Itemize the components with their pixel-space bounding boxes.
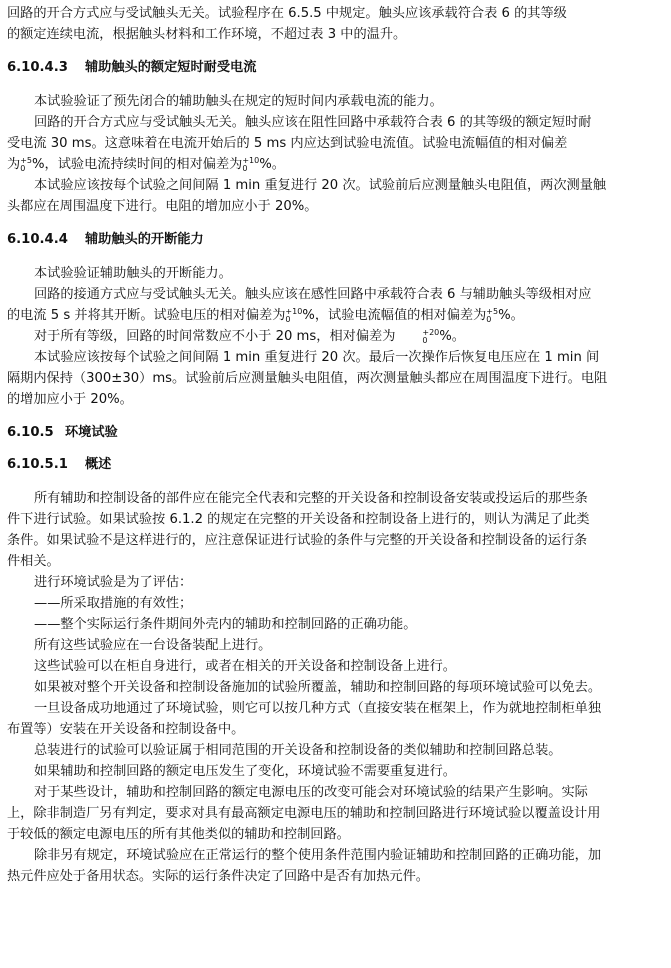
tolerance <box>285 308 302 324</box>
text-line: 头都应在周围温度下进行。电阻的增加应小于 20%。 <box>7 199 318 214</box>
text-line: 上，除非制造厂另有判定，要求对具有最高额定电源电压的辅助和控制回路进行环境试验以覆盖设计用 <box>7 806 601 821</box>
text-fragment: %，试验电流持续时间的相对偏差为 <box>31 157 243 172</box>
tolerance-lower: 0 <box>242 164 248 173</box>
text-line: 于较低的额定电源电压的所有其他类似的辅助和控制回路。 <box>7 827 350 842</box>
text-fragment: %。 <box>439 329 465 344</box>
paragraph: 本试验验证了预先闭合的辅助触头在规定的短时间内承载电流的能力。 <box>34 94 443 109</box>
text-line: 本试验应该按每个试验之间间隔 1 min 重复进行 20 次。最后一次操作后恢复电压应在 1 min 间 <box>34 350 600 365</box>
section-heading-6-10-4-4 <box>7 217 665 263</box>
text-fragment: %。 <box>259 157 285 172</box>
text-line: 一旦设备成功地通过了环境试验，则它可以按几种方式（直接安装在框架上，作为就地控制柜单独 <box>34 701 602 716</box>
text-line: 所有这些试验应在一台设备装配上进行。 <box>34 638 272 653</box>
text-line: 件下进行试验。如果试验按 6.1.2 的规定在完整的开关设备和控制设备上进行的，则认为满足了此类 <box>7 512 590 527</box>
text-line: 受电流 30 ms。这意味着在电流开始后的 5 ms 内应达到试验电流值。试验电流幅值的相对偏差 <box>7 136 568 151</box>
tolerance-upper: +5 <box>486 307 499 316</box>
section-number: 6.10.5 <box>7 425 54 440</box>
text-line: 对于某些设计，辅助和控制回路的额定电源电压的改变可能会对环境试验的结果产生影响。实际 <box>34 785 588 800</box>
tolerance-upper: +10 <box>285 307 303 316</box>
section-title: 概述 <box>85 457 112 472</box>
text-line <box>7 154 665 175</box>
text-line <box>7 305 665 326</box>
tolerance <box>20 157 32 173</box>
text-line: 布置等）安装在开关设备和控制设备中。 <box>7 722 245 737</box>
text-line: 热元件应处于备用状态。实际的运行条件决定了回路中是否有加热元件。 <box>7 869 429 884</box>
text-line: 本试验应该按每个试验之间间隔 1 min 重复进行 20 次。试验前后应测量触头电阻值，两次测量触 <box>34 178 607 193</box>
text-line: 条件。如果试验不是这样进行的，应注意保证进行试验的条件与完整的开关设备和控制设备的运行条 <box>7 533 588 548</box>
list-item: ——整个实际运行条件期间外壳内的辅助和控制回路的正确功能。 <box>34 617 417 632</box>
text-line: 件相关。 <box>7 554 60 569</box>
text-line <box>7 326 665 347</box>
text-line: 除非另有规定，环境试验应在正常运行的整个使用条件范围内验证辅助和控制回路的正确功能，加 <box>34 848 602 863</box>
text-fragment: %，试验电流幅值的相对偏差为 <box>302 308 487 323</box>
list-item: ——所采取措施的有效性； <box>34 596 193 611</box>
text-line: 回路的开合方式应与受试触头无关。试验程序在 6.5.5 中规定。触头应该承载符合表 6 的其等级 <box>7 6 567 21</box>
paragraph: 本试验验证辅助触头的开断能力。 <box>34 266 232 281</box>
tolerance-upper: +20 <box>422 328 440 337</box>
text-line: 回路的开合方式应与受试触头无关。触头应该在阻性回路中承载符合表 6 的其等级的额定短时耐 <box>34 115 592 130</box>
text-fragment: 的电流 5 s 并将其开断。试验电压的相对偏差为 <box>7 308 286 323</box>
tolerance-upper: +10 <box>242 156 260 165</box>
section-number: 6.10.4.3 <box>7 60 68 75</box>
text-line: 如果辅助和控制回路的额定电压发生了变化，环境试验不需要重复进行。 <box>34 764 456 779</box>
text-fragment: 对于所有等级，回路的时间常数应不小于 20 ms，相对偏差为 <box>34 329 396 344</box>
text-line: 总装进行的试验可以验证属于相同范围的开关设备和控制设备的类似辅助和控制回路总装。 <box>34 743 562 758</box>
section-heading-6-10-4-3 <box>7 45 665 91</box>
text-line: 的增加应小于 20%。 <box>7 392 133 407</box>
text-fragment: 为 <box>7 157 21 172</box>
tolerance-lower: 0 <box>486 315 492 324</box>
tolerance-lower: 0 <box>20 164 26 173</box>
text-line: 所有辅助和控制设备的部件应在能完全代表和完整的开关设备和控制设备安装或投运后的那些条 <box>34 491 588 506</box>
section-heading-6-10-5 <box>7 410 665 456</box>
tolerance-upper: +5 <box>20 156 32 165</box>
section-heading-6-10-5-1 <box>7 456 665 488</box>
tolerance-lower: 0 <box>285 315 291 324</box>
section-number: 6.10.4.4 <box>7 232 68 247</box>
text-line: 的额定连续电流，根据触头材料和工作环境，不超过表 3 中的温升。 <box>7 27 407 42</box>
text-line: 如果被对整个开关设备和控制设备施加的试验所覆盖，辅助和控制回路的每项环境试验可以免去。 <box>34 680 602 695</box>
text-line: 回路的接通方式应与受试触头无关。触头应该在感性回路中承载符合表 6 与辅助触头等级相对应 <box>34 287 592 302</box>
section-title: 辅助触头的开断能力 <box>85 232 204 247</box>
section-title: 环境试验 <box>65 425 118 440</box>
section-title: 辅助触头的额定短时耐受电流 <box>85 60 257 75</box>
text-line: 进行环境试验是为了评估： <box>34 575 193 590</box>
tolerance <box>486 308 498 324</box>
tolerance <box>242 157 259 173</box>
text-line: 隔期内保持（300±30）ms。试验前后应测量触头电阻值，两次测量触头都应在周围温度下进行。电阻 <box>7 371 608 386</box>
tolerance-lower: 0 <box>422 336 428 345</box>
tolerance <box>395 329 439 345</box>
section-number: 6.10.5.1 <box>7 457 68 472</box>
text-line: 这些试验可以在柜自身进行，或者在相关的开关设备和控制设备上进行。 <box>34 659 456 674</box>
text-fragment: %。 <box>498 308 524 323</box>
